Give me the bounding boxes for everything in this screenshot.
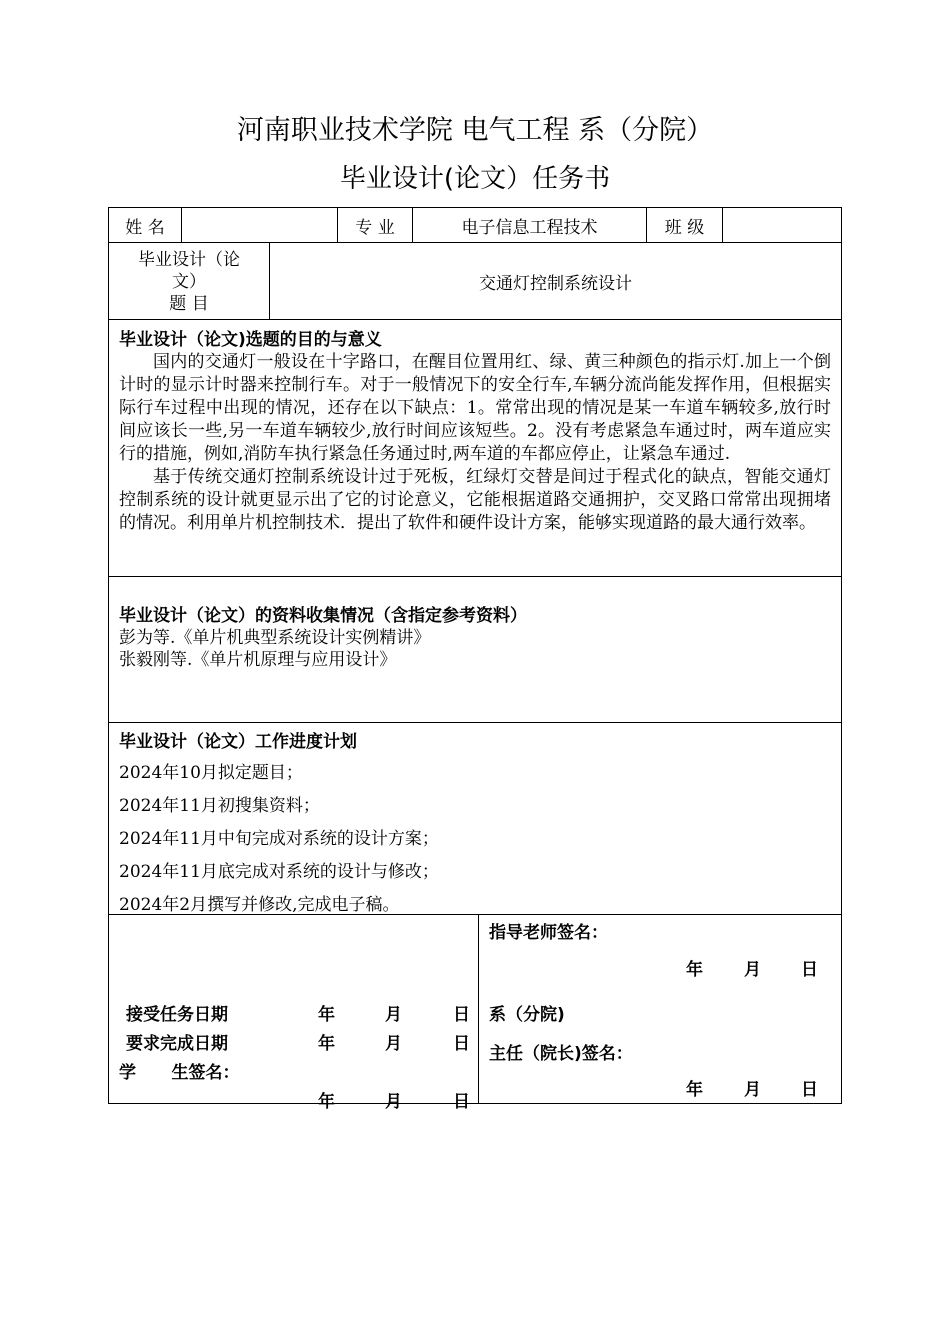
references-section	[109, 577, 841, 723]
topic-value: 交通灯控制系统设计	[269, 243, 841, 319]
accept-date-label: 接受任务日期	[126, 1005, 228, 1025]
class-label: 班 级	[646, 208, 722, 242]
advisor-year: 年	[686, 960, 703, 980]
schedule-item: 2024年11月底完成对系统的设计与修改；	[119, 862, 439, 882]
signature-left	[109, 915, 478, 1112]
due-month: 月	[385, 1034, 402, 1054]
purpose-paragraph-2: 基于传统交通灯控制系统设计过于死板，红绿灯交替是间过于程式化的缺点，智能交通灯控制系统的设计就更显示出了它的讨论意义，它能根据道路交通拥护，交叉路口常常出现拥堵的情况。利用单片机控制技术．提出了软件和硬件设计方案，能够实现道路的最大通行效率。	[119, 467, 831, 533]
reference-item: 张毅刚等.《单片机原理与应用设计》	[119, 650, 397, 670]
accept-year: 年	[318, 1005, 335, 1025]
topic-label	[109, 243, 269, 319]
advisor-day: 日	[801, 960, 818, 980]
name-value	[181, 208, 337, 242]
page-title: 河南职业技术学院 电气工程 系（分院）	[236, 115, 714, 146]
director-sign-label: 主任（院长)签名：	[489, 1044, 633, 1064]
purpose-section	[109, 320, 841, 577]
references-heading: 毕业设计（论文）的资料收集情况（含指定参考资料）	[119, 606, 527, 626]
schedule-heading: 毕业设计（论文）工作进度计划	[119, 732, 357, 752]
director-day: 日	[801, 1080, 818, 1100]
purpose-paragraph-1: 国内的交通灯一般设在十字路口，在醒目位置用红、绿、黄三种颜色的指示灯.加上一个倒计时的显示计时器来控制行车。对于一般情况下的安全行车,车辆分流尚能发挥作用，但根据实际行车过程中出现的情况，还存在以下缺点：1。常常出现的情况是某一车道车辆较多,放行时间应该长一些,另一车道车辆较少,放行时间应该短些。2。没有考虑紧急车通过时，两车道应实行的措施，例如,消防车执行紧急任务通过时,两车道的车都应停止，让紧急车通过.	[119, 352, 831, 464]
student-sign-label: 学 生签名：	[119, 1063, 240, 1083]
major-label: 专 业	[337, 208, 412, 242]
info-row	[109, 208, 841, 243]
topic-label-line3: 题 目	[169, 294, 209, 314]
due-day: 日	[453, 1034, 470, 1054]
accept-day: 日	[453, 1005, 470, 1025]
dept-label: 系（分院)	[489, 1005, 565, 1025]
reference-item: 彭为等.《单片机典型系统设计实例精讲》	[119, 628, 431, 648]
task-table	[108, 207, 842, 1112]
schedule-item: 2024年11月初搜集资料；	[119, 796, 320, 816]
page-subtitle: 毕业设计(论文）任务书	[339, 164, 611, 194]
director-year: 年	[686, 1080, 703, 1100]
due-year: 年	[318, 1034, 335, 1054]
topic-row	[109, 243, 841, 320]
schedule-item: 2024年11月中旬完成对系统的设计方案；	[119, 829, 439, 849]
signature-section	[109, 915, 841, 1112]
signature-right	[478, 915, 841, 1103]
schedule-item: 2024年10月拟定题目；	[119, 763, 303, 783]
student-month: 月	[385, 1092, 402, 1112]
student-day: 日	[453, 1092, 470, 1112]
schedule-section	[109, 723, 841, 915]
due-date-label: 要求完成日期	[126, 1034, 228, 1054]
advisor-month: 月	[744, 960, 761, 980]
purpose-heading: 毕业设计（论文)选题的目的与意义	[119, 330, 382, 350]
topic-label-line2: 文）	[172, 272, 206, 292]
advisor-sign-label: 指导老师签名：	[489, 923, 608, 943]
name-label: 姓 名	[125, 217, 165, 238]
schedule-item: 2024年2月撰写并修改,完成电子稿。	[119, 895, 400, 915]
student-year: 年	[318, 1092, 335, 1112]
class-value	[722, 208, 841, 242]
director-month: 月	[744, 1080, 761, 1100]
accept-month: 月	[385, 1005, 402, 1025]
major-value: 电子信息工程技术	[412, 208, 646, 242]
topic-label-line1: 毕业设计（论	[138, 250, 240, 270]
